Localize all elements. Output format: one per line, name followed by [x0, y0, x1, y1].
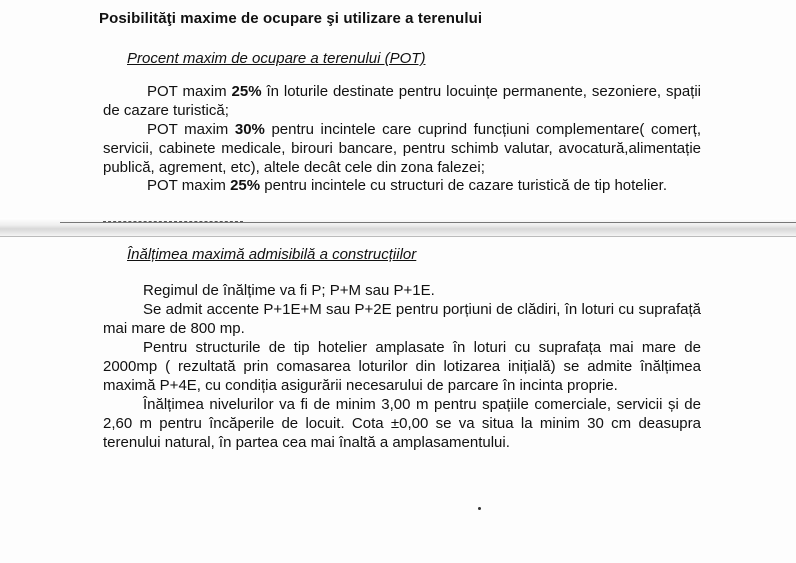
- section-heading-height: Înălțimea maximă admisibilă a construcțiilor: [127, 246, 417, 263]
- pot-1-prefix: POT maxim: [147, 83, 232, 100]
- paragraph-pot-3: [103, 176, 701, 195]
- height-1-text: Regimul de înălțime va fi P; P+M sau P+1E.: [143, 282, 435, 299]
- page-title: Posibilităţi maxime de ocupare şi utilizare a terenului: [99, 10, 483, 27]
- pot-1-value: 25%: [231, 83, 262, 100]
- height-2-text: Se admit accente P+1E+M sau P+2E pentru porțiuni de clădiri, în loturi cu suprafață mai mare de 800 mp.: [103, 301, 701, 337]
- height-4-text: Înălțimea nivelurilor va fi de minim 3,00 m pentru spațiile comerciale, servicii și de 2,60 m pentru încăperile de locuit. Cota ±0,00 se va situa la minim 30 cm deasupra terenului natural, în partea cea mai înaltă a amplasamentului.: [103, 396, 701, 451]
- pot-3-prefix: POT maxim: [147, 177, 231, 194]
- pot-2-text: pentru incintele care cuprind funcțiuni complementare( comerț, servicii, cabinete medicale, birouri bancare, pentru schimb valutar, avocatură,alimentație publică, agrement, etc), altele decât cele din zona falezei;: [103, 121, 701, 176]
- pot-2-value: 30%: [234, 121, 265, 138]
- fold-line-lower: [0, 236, 796, 237]
- section-heading-pot: Procent maxim de ocupare a terenului (POT): [127, 50, 426, 67]
- scan-speck: [478, 507, 481, 510]
- pot-3-text: pentru incintele cu structuri de cazare turistică de tip hotelier.: [260, 177, 667, 194]
- pot-1-text: în loturile destinate pentru locuințe permanente, sezoniere, spații de cazare turistică;: [103, 83, 701, 119]
- paragraph-height-2: [103, 300, 701, 338]
- cut-text-remnant: [103, 221, 243, 226]
- pot-3-value: 25%: [230, 177, 261, 194]
- height-3-text: Pentru structurile de tip hotelier amplasate în loturi cu suprafața mai mare de 2000mp ( rezultată prin comasarea loturilor din lotizarea inițială) se admite înălțimea maximă P+4E, cu condiția asigurării necesarului de parcare în incinta proprie.: [103, 339, 701, 394]
- paragraph-pot-2: [103, 120, 701, 177]
- paragraph-pot-1: [103, 82, 701, 120]
- paragraph-height-4: [103, 395, 701, 452]
- paragraph-height-3: [103, 338, 701, 395]
- paragraph-height-1: [103, 281, 701, 300]
- pot-2-prefix: POT maxim: [147, 121, 235, 138]
